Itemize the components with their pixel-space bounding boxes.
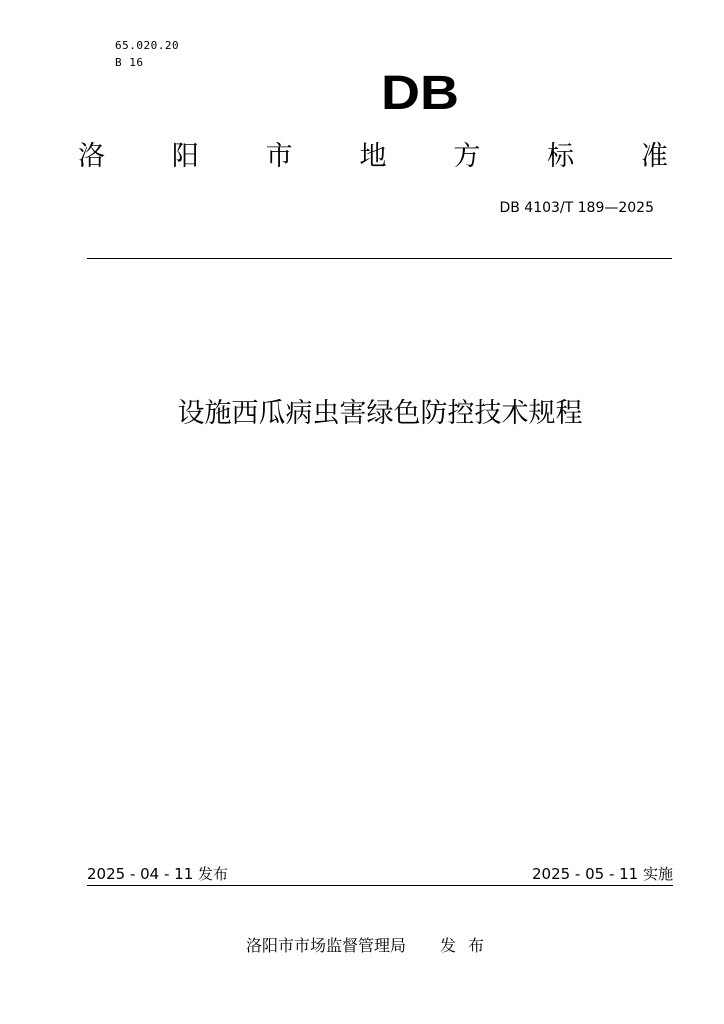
standard-number: DB 4103/T 189—2025 xyxy=(499,200,654,216)
ccs-code: B 16 xyxy=(115,56,144,69)
top-divider xyxy=(87,258,672,259)
publisher-org: 洛阳市市场监督管理局 xyxy=(246,936,407,955)
ics-code: 65.020.20 xyxy=(115,39,180,52)
standard-type-char: 方 xyxy=(453,141,481,172)
standard-type-char: 洛 xyxy=(78,141,105,172)
standard-type-heading xyxy=(78,138,668,176)
standard-type-char: 准 xyxy=(640,141,668,172)
standard-type-char: 市 xyxy=(265,141,293,172)
publisher-line xyxy=(246,935,496,957)
issue-date: 2025 - 04 - 11 发布 xyxy=(87,865,229,883)
classification-codes xyxy=(115,37,179,71)
standard-type-char: 标 xyxy=(547,141,575,172)
standard-type-char: 地 xyxy=(359,141,387,172)
db-logo xyxy=(381,73,459,111)
document-title: 设施西瓜病虫害绿色防控技术规程 xyxy=(177,398,583,429)
implementation-date: 2025 - 05 - 11 实施 xyxy=(531,865,673,883)
standard-type-char: 阳 xyxy=(171,141,199,172)
publisher-action: 发布 xyxy=(440,936,497,955)
db-logo-text: DB xyxy=(381,73,459,111)
bottom-divider xyxy=(87,885,673,886)
